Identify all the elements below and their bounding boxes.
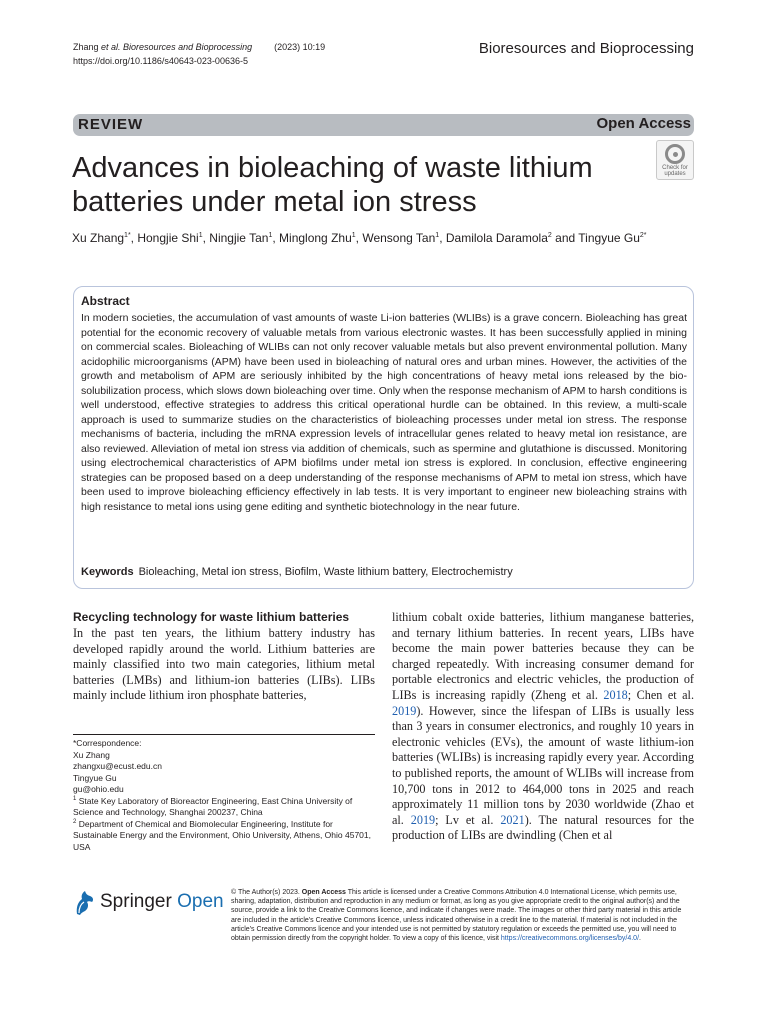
license-text: © The Author(s) 2023. Open Access This article is licensed under a Creative Commons Attribution 4.0 International License, which permits use, sharing, adaptation, distribution and reproduction in any medium or format, as long as you give appropriate credit to the original author(s) and the source, provide a link to the Creative Commons licence, and indicate if changes were made. The images or other third party material in this article are included in the article's Creative Commons licence, unless indicated otherwise in a credit line to the material. If material is not included in the article's Creative Commons licence and your intended use is not permitted by statutory regulation or exceeds the permitted use, you will need to obtain permission directly from the copyright holder. To view a copy of this licence, visit https://creativecommons.org/licenses/by/4.0/. [231, 889, 682, 943]
journal-name: Bioresources and Bioprocessing [478, 40, 694, 57]
affiliation-1: $^1$ State Key Laboratory of Bioreactor Engineering, East China University of Science and Technology, Shanghai 200237, China [73, 795, 353, 817]
article-title: Advances in bioleaching of waste lithium batteries under metal ion stress [72, 152, 593, 218]
affiliation-2: $^2$ Department of Chemical and Biomolecular Engineering, Institute for Sustainable Energy and the Environment, Ohio University, Athens, Ohio 45701, USA [73, 818, 371, 852]
body-column-left: In the past ten years, the lithium battery industry has developed rapidly around the world. Lithium batteries are mainly classified into two main categories, lithium metal batteries (LMBs) and lithium-ion batteries (LIBs). LIBs mainly include lithium iron phosphate batteries, [73, 626, 375, 703]
author[interactable]: Xu Zhang$^{1*}$ [72, 231, 131, 245]
author[interactable]: Damilola Daramola$^2$ [445, 231, 552, 245]
abstract-heading: Abstract [81, 294, 130, 308]
section-heading: Recycling technology for waste lithium batteries [73, 610, 350, 624]
correspondence-footnote [73, 738, 375, 853]
citation-link[interactable]: 2019 [392, 703, 417, 718]
footnote-divider [73, 734, 375, 735]
license-link[interactable]: https://creativecommons.org/licenses/by/4.0/ [500, 935, 640, 943]
citation-line [73, 40, 325, 54]
citation-link[interactable]: 2021 [500, 812, 525, 827]
open-wordmark: Open [177, 891, 224, 912]
correspondence-label: *Correspondence: [73, 738, 142, 748]
header-author: Zhang [73, 42, 102, 52]
correspondent-email[interactable]: zhangxu@ecust.edu.cn [73, 761, 162, 771]
author[interactable]: Hongjie Shi$^1$ [137, 231, 203, 245]
open-access-label: Open Access [596, 115, 691, 132]
license-open-access: Open Access [301, 889, 346, 896]
author[interactable]: Tingyue $Gu^{2*}$ [578, 231, 647, 245]
header-year-volume: (2023) 10:19 [274, 42, 326, 52]
doi-link[interactable]: https://doi.org/10.1186/s40643-023-00636-5 [73, 56, 248, 66]
citation-link[interactable]: 2019 [410, 812, 436, 827]
abstract-text: In modern societies, the accumulation of vast amounts of waste Li-ion batteries (WLIBs) is a grave concern. Bioleaching has great potential for the economic recovery of valuable metals from various electronic wastes. It has been successfully applied in mining on commercial scales. Bioleaching of WLIBs can not only recover valuable metals but also prevent environmental pollution. Many acidophilic microorganisms (APM) have been used in bioleaching of natural ores and urban mines. However, the activities of the growth and metabolism of APM are seriously inhibited by the high concentrations of heavy metal ions released by the bio-solubilization process, which slows down bioleaching over time. Only when the response mechanism of APM to harsh conditions is well understood, effective strategies to address this critical operational hurdle can be obtained. In this review, a multi-scale approach is used to summarize studies on the characteristics of bioleaching processes under metal ion stress. The response mechanisms of bacteria, including the mRNA expression levels of intracellular genes related to heavy metal ion resistance, are also reviewed. Alleviation of metal ion stress via addition of chemicals, such as spermine and glutathione is discussed. Monitoring using electrochemical characteristics of APM biofilms under metal ion stress is explored. In conclusion, effective engineering strategies can be proposed based on a deep understanding of the response mechanisms of APM to metal ion stress, which have been used to improve bioleaching efficiency effectively in lab tests. It is very important to engineer new bioleaching strains with high resistance to metal ions using gene editing and synthetic biotechnology in the near future. [81, 312, 687, 513]
keywords-list: Bioleaching, Metal ion stress, Biofilm, Waste lithium battery, Electrochemistry [138, 566, 513, 578]
correspondent-name: Xu Zhang [73, 749, 110, 760]
article-type-label: REVIEW [78, 116, 144, 133]
author[interactable]: Minglong Zhu$^1$ [279, 231, 356, 245]
author[interactable]: Wensong Tan$^1$ [362, 231, 440, 245]
check-for-updates-badge[interactable] [656, 140, 694, 180]
author[interactable]: Ningjie Tan$^1$ [209, 231, 273, 245]
correspondent-email[interactable]: gu@ohio.edu [73, 784, 124, 794]
check-updates-line2: updates [664, 171, 686, 177]
author-list: Xu Zhang$^{1*}$, Hongjie Shi$^1$, Ningjie Tan$^1$, Minglong Zhu$^1$, Wensong Tan$^1$, Damilola Daramola$^2$ and Tingyue $Gu^{2*}$ [72, 231, 647, 245]
running-header [73, 40, 325, 68]
springer-horse-icon [73, 890, 95, 916]
check-updates-line1: Check for [662, 165, 688, 171]
body-column-right: lithium cobalt oxide batteries, lithium manganese batteries, and ternary lithium batteries. In recent years, LIBs have become the main power batteries because they can be charged repeatedly. With increasing consumer demand for portable electronics and electric vehicles, the production of LIBs is increasing rapidly (Zheng et al. 2018; Chen et al. 2019). However, since the lifespan of LIBs is usually less than 3 years in consumer electronics, and roughly 10 years in electronic vehicles (EVs), the amount of waste lithium-ion batteries (WLIBs) is increasing rapidly every year. According to published reports, the amount of WLIBs will increase from 10,700 tons in 2012 to 464,000 tons in 2025 and reach approximately 11 million tons by 2030 worldwide (Zhao et al. 2019; Lv et al. 2021). The natural resources for the production of LIBs are dwindling (Chen et al [392, 610, 694, 843]
check-updates-icon [665, 144, 685, 164]
citation-link[interactable]: 2018 [603, 687, 628, 702]
springer-wordmark: Springer [100, 891, 172, 912]
correspondent-name: Tingyue Gu [73, 772, 117, 783]
keywords-label: Keywords [81, 566, 134, 578]
springer-open-logo [73, 887, 223, 919]
keywords [81, 566, 513, 578]
header-journal: et al. Bioresources and Bioprocessing [101, 42, 253, 52]
